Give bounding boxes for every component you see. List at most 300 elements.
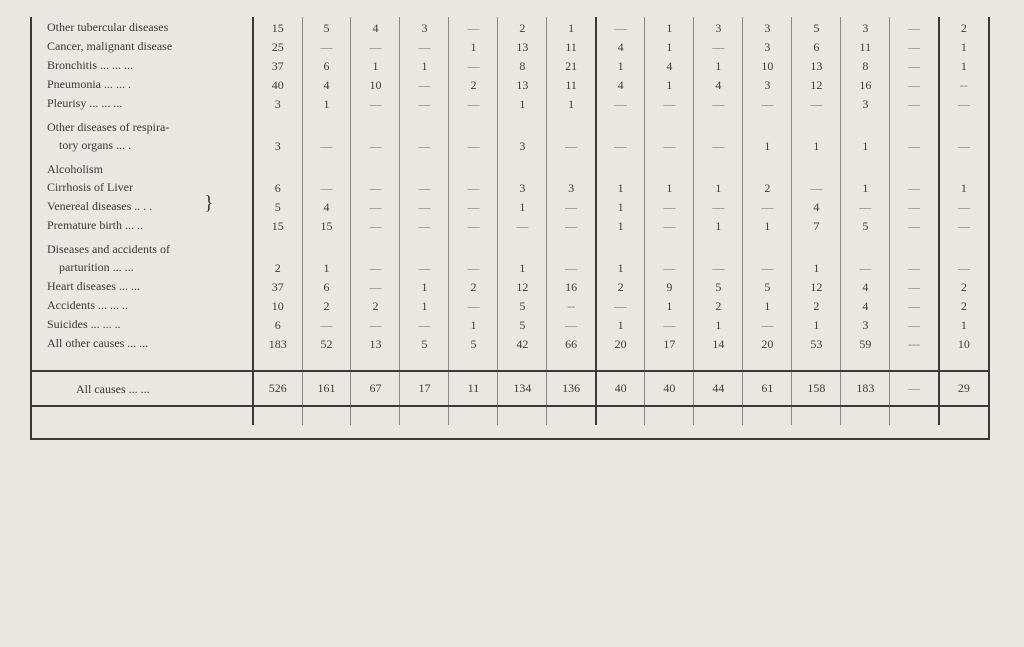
table-cell: 2	[939, 295, 988, 314]
table-cell: —	[400, 36, 449, 55]
table-cell: 5	[302, 17, 351, 36]
table-cell: —	[841, 196, 890, 215]
row-label	[32, 17, 253, 36]
table-cell: 11	[449, 371, 498, 406]
table-row	[32, 196, 988, 215]
row-label-text: Accidents ... ... ..	[47, 298, 128, 312]
spacer-cell	[449, 352, 498, 371]
table-cell: —	[890, 17, 939, 36]
table-cell: 12	[498, 276, 547, 295]
table-cell: 1	[302, 93, 351, 112]
table-cell: —	[596, 17, 645, 36]
table-cell: 6	[792, 36, 841, 55]
table-cell: 3	[743, 74, 792, 93]
table-cell: —	[302, 112, 351, 154]
table-cell: 66	[547, 333, 596, 352]
table-cell: —	[547, 234, 596, 276]
table-cell: 1	[939, 314, 988, 333]
row-label	[32, 333, 253, 352]
table-cell: 3	[498, 154, 547, 196]
table-cell: 1	[596, 55, 645, 74]
spacer-cell	[253, 352, 302, 371]
row-label	[32, 234, 253, 276]
table-cell: —	[449, 93, 498, 112]
row-label	[32, 295, 253, 314]
table-cell: —	[890, 295, 939, 314]
table-cell: —	[547, 215, 596, 234]
table-cell: 10	[351, 74, 400, 93]
table-cell: 1	[547, 17, 596, 36]
table-cell: —	[694, 93, 743, 112]
table-row	[32, 314, 988, 333]
table-cell: 5	[400, 333, 449, 352]
table-cell: 1	[939, 154, 988, 196]
table-cell: 4	[302, 74, 351, 93]
table-cell: —	[645, 234, 694, 276]
table-cell: 59	[841, 333, 890, 352]
table-cell: —	[890, 55, 939, 74]
row-label	[32, 314, 253, 333]
table-cell: —	[939, 112, 988, 154]
spacer-cell	[253, 406, 302, 425]
table-cell: 1	[694, 215, 743, 234]
table-cell: —	[302, 154, 351, 196]
table-cell: 6	[253, 314, 302, 333]
row-label-text: Premature birth ... ..	[47, 218, 143, 232]
table-cell: 61	[743, 371, 792, 406]
table-cell: —	[596, 295, 645, 314]
table-cell: 2	[792, 295, 841, 314]
table-cell: 3	[841, 314, 890, 333]
table-cell: --	[939, 74, 988, 93]
table-cell: 10	[939, 333, 988, 352]
table-cell: 1	[841, 112, 890, 154]
table-cell: —	[890, 234, 939, 276]
spacer-cell	[890, 352, 939, 371]
table-cell: 1	[792, 112, 841, 154]
spacer-cell	[694, 406, 743, 425]
table-cell: 4	[645, 55, 694, 74]
table-cell: 4	[596, 74, 645, 93]
table-cell: —	[351, 234, 400, 276]
spacer-cell	[890, 406, 939, 425]
end-gap-row	[32, 406, 988, 425]
table-cell: 12	[792, 276, 841, 295]
table-cell: 1	[743, 295, 792, 314]
table-cell: 2	[253, 234, 302, 276]
table-cell: —	[890, 276, 939, 295]
table-cell: —	[890, 196, 939, 215]
table-cell: 1	[498, 93, 547, 112]
table-row	[32, 276, 988, 295]
spacer-cell	[449, 406, 498, 425]
row-label-text: Other diseases of respira-	[47, 120, 170, 134]
table-cell: 13	[351, 333, 400, 352]
table-cell: —	[743, 196, 792, 215]
spacer-cell	[743, 406, 792, 425]
table-cell: 3	[498, 112, 547, 154]
table-cell: 44	[694, 371, 743, 406]
table-cell: 11	[547, 36, 596, 55]
table-cell: 40	[596, 371, 645, 406]
table-cell: 136	[547, 371, 596, 406]
table-cell: 1	[841, 154, 890, 196]
table-cell: 183	[841, 371, 890, 406]
table-cell: —	[400, 215, 449, 234]
spacer-cell	[498, 352, 547, 371]
table-cell: 6	[302, 55, 351, 74]
table-cell: 8	[841, 55, 890, 74]
table-cell: —	[890, 371, 939, 406]
spacer-cell	[351, 406, 400, 425]
table-cell: 1	[400, 276, 449, 295]
table-cell: 7	[792, 215, 841, 234]
spacer-cell	[400, 406, 449, 425]
table-cell: 4	[792, 196, 841, 215]
table-cell: —	[400, 112, 449, 154]
table-cell: —	[547, 196, 596, 215]
table-cell: —	[449, 55, 498, 74]
table-cell: —	[694, 234, 743, 276]
table-cell: —	[645, 215, 694, 234]
table-cell: —	[939, 234, 988, 276]
row-label-text: Other tubercular diseases	[47, 20, 169, 34]
table-cell: 3	[253, 112, 302, 154]
table-cell: —	[743, 314, 792, 333]
table-row	[32, 17, 988, 36]
spacer-cell	[547, 406, 596, 425]
table-cell: —	[400, 314, 449, 333]
row-label-text: Pneumonia ... ... .	[47, 77, 131, 91]
table-cell: 42	[498, 333, 547, 352]
table-cell: 4	[694, 74, 743, 93]
table-cell: —	[890, 93, 939, 112]
total-row	[32, 371, 988, 406]
table-cell: —	[841, 234, 890, 276]
table-cell: 1	[596, 314, 645, 333]
row-label	[32, 112, 253, 154]
table-row	[32, 112, 988, 154]
row-label-text: All other causes ... ...	[47, 336, 149, 350]
table-cell: 5	[253, 196, 302, 215]
table-cell: 20	[596, 333, 645, 352]
table-cell: 2	[939, 17, 988, 36]
row-label	[32, 55, 253, 74]
table-cell: 29	[939, 371, 988, 406]
table-cell: 5	[792, 17, 841, 36]
row-label-text: Pleurisy ... ... ...	[47, 96, 123, 110]
table-cell: —	[498, 215, 547, 234]
table-cell: —	[743, 234, 792, 276]
table-cell: 10	[253, 295, 302, 314]
spacer-row	[32, 352, 988, 371]
mortality-table-frame	[30, 17, 990, 440]
table-cell: 1	[694, 314, 743, 333]
table-cell: 5	[498, 314, 547, 333]
row-label	[32, 215, 253, 234]
spacer-cell	[792, 352, 841, 371]
table-cell: 16	[841, 74, 890, 93]
table-cell: 5	[449, 333, 498, 352]
table-cell: 13	[498, 74, 547, 93]
table-cell: 40	[253, 74, 302, 93]
table-cell: —	[351, 93, 400, 112]
table-cell: 2	[939, 276, 988, 295]
table-cell: —	[694, 36, 743, 55]
spacer-cell	[841, 406, 890, 425]
table-row	[32, 93, 988, 112]
table-cell: —	[743, 93, 792, 112]
table-cell: 25	[253, 36, 302, 55]
table-cell: 1	[302, 234, 351, 276]
table-cell: —	[302, 314, 351, 333]
table-cell: 158	[792, 371, 841, 406]
spacer-cell	[302, 406, 351, 425]
table-cell: 183	[253, 333, 302, 352]
table-cell: —	[645, 93, 694, 112]
table-cell: 3	[694, 17, 743, 36]
row-label	[32, 93, 253, 112]
table-cell: —	[645, 314, 694, 333]
table-cell: 11	[547, 74, 596, 93]
table-cell: 6	[302, 276, 351, 295]
spacer-cell	[302, 352, 351, 371]
table-cell: 1	[792, 234, 841, 276]
table-cell: 2	[743, 154, 792, 196]
row-label	[32, 36, 253, 55]
table-cell: —	[890, 74, 939, 93]
table-cell: —	[351, 276, 400, 295]
table-cell: 10	[743, 55, 792, 74]
spacer-cell	[645, 352, 694, 371]
table-cell: 5	[498, 295, 547, 314]
table-cell: —	[400, 154, 449, 196]
mortality-table	[32, 17, 988, 425]
brace-glyph: }	[204, 192, 214, 214]
table-cell: 3	[743, 36, 792, 55]
table-cell: —	[939, 215, 988, 234]
table-cell: 1	[645, 17, 694, 36]
table-cell: —	[596, 93, 645, 112]
spacer-cell	[351, 352, 400, 371]
table-cell: 526	[253, 371, 302, 406]
table-cell: 1	[939, 36, 988, 55]
table-cell: 1	[743, 215, 792, 234]
table-cell: —	[449, 154, 498, 196]
table-cell: 37	[253, 276, 302, 295]
spacer-cell	[596, 352, 645, 371]
row-label	[32, 74, 253, 93]
row-label-text: Bronchitis ... ... ...	[47, 58, 133, 72]
table-cell: 17	[400, 371, 449, 406]
table-cell: —	[939, 93, 988, 112]
table-cell: 20	[743, 333, 792, 352]
table-cell: —	[890, 314, 939, 333]
table-row	[32, 154, 988, 196]
table-cell: 1	[596, 234, 645, 276]
table-cell: —	[400, 196, 449, 215]
table-cell: ---	[890, 333, 939, 352]
row-label-text: Cancer, malignant disease	[47, 39, 173, 53]
table-cell: 2	[351, 295, 400, 314]
spacer-cell	[32, 406, 253, 425]
table-cell: —	[694, 112, 743, 154]
spacer-cell	[596, 406, 645, 425]
table-cell: 9	[645, 276, 694, 295]
table-cell: 2	[449, 276, 498, 295]
table-cell: 1	[351, 55, 400, 74]
row-label-text: All causes ... ...	[76, 381, 150, 396]
table-cell: —	[302, 36, 351, 55]
table-cell: —	[694, 196, 743, 215]
table-cell: —	[645, 196, 694, 215]
table-cell: 14	[694, 333, 743, 352]
table-cell: 6	[253, 154, 302, 196]
table-cell: 3	[841, 17, 890, 36]
table-cell: 5	[694, 276, 743, 295]
table-cell: 21	[547, 55, 596, 74]
table-cell: 161	[302, 371, 351, 406]
table-cell: 15	[253, 215, 302, 234]
spacer-cell	[32, 352, 253, 371]
table-cell: 2	[596, 276, 645, 295]
table-cell: 1	[596, 154, 645, 196]
table-cell: —	[449, 234, 498, 276]
table-cell: 1	[645, 154, 694, 196]
table-cell: 67	[351, 371, 400, 406]
table-cell: 1	[645, 36, 694, 55]
table-cell: 134	[498, 371, 547, 406]
table-cell: —	[351, 154, 400, 196]
table-cell: 13	[792, 55, 841, 74]
table-row	[32, 215, 988, 234]
table-cell: 1	[645, 295, 694, 314]
row-label-text: Diseases and accidents of	[47, 242, 170, 256]
row-label-text: Suicides ... ... ..	[47, 317, 121, 331]
table-cell: 53	[792, 333, 841, 352]
table-cell: 4	[351, 17, 400, 36]
table-cell: —	[792, 154, 841, 196]
table-cell: —	[939, 196, 988, 215]
table-cell: 4	[302, 196, 351, 215]
table-cell: 1	[400, 295, 449, 314]
table-cell: 37	[253, 55, 302, 74]
spacer-cell	[547, 352, 596, 371]
table-cell: —	[351, 314, 400, 333]
table-cell: —	[449, 215, 498, 234]
table-cell: 1	[400, 55, 449, 74]
row-label-continuation: parturition ... ...	[59, 260, 134, 274]
table-cell: 1	[449, 314, 498, 333]
table-cell: 1	[449, 36, 498, 55]
table-cell: 1	[547, 93, 596, 112]
table-cell: 17	[645, 333, 694, 352]
spacer-cell	[841, 352, 890, 371]
table-cell: 1	[596, 215, 645, 234]
row-label-continuation: Cirrhosis of Liver	[47, 180, 133, 194]
row-label-text: Venereal diseases .. . .	[47, 199, 153, 213]
table-cell: 1	[596, 196, 645, 215]
table-row	[32, 36, 988, 55]
table-cell: 15	[302, 215, 351, 234]
table-row	[32, 234, 988, 276]
table-cell: —	[351, 36, 400, 55]
table-cell: 2	[694, 295, 743, 314]
table-cell: —	[890, 112, 939, 154]
row-label	[32, 196, 253, 215]
table-cell: —	[400, 74, 449, 93]
row-label-text: Alcoholism	[47, 162, 103, 176]
table-cell: —	[351, 112, 400, 154]
table-cell: 40	[645, 371, 694, 406]
table-cell: —	[645, 112, 694, 154]
row-label-text: Heart diseases ... ...	[47, 279, 140, 293]
table-cell: 4	[596, 36, 645, 55]
table-row	[32, 55, 988, 74]
row-label	[32, 276, 253, 295]
table-cell: 5	[743, 276, 792, 295]
table-cell: 16	[547, 276, 596, 295]
table-cell: 3	[841, 93, 890, 112]
table-cell: 1	[694, 55, 743, 74]
table-cell: —	[351, 196, 400, 215]
table-cell: 2	[302, 295, 351, 314]
table-cell: —	[400, 234, 449, 276]
table-row	[32, 74, 988, 93]
table-cell: 3	[400, 17, 449, 36]
spacer-cell	[498, 406, 547, 425]
table-row	[32, 333, 988, 352]
table-cell: 4	[841, 295, 890, 314]
spacer-cell	[939, 406, 988, 425]
table-cell: 1	[743, 112, 792, 154]
table-cell: 12	[792, 74, 841, 93]
spacer-cell	[645, 406, 694, 425]
table-cell: —	[792, 93, 841, 112]
table-cell: 11	[841, 36, 890, 55]
table-cell: 8	[498, 55, 547, 74]
table-cell: —	[400, 93, 449, 112]
spacer-cell	[694, 352, 743, 371]
table-cell: —	[449, 196, 498, 215]
table-cell: —	[890, 154, 939, 196]
table-cell: 3	[743, 17, 792, 36]
table-cell: —	[449, 17, 498, 36]
table-cell: —	[449, 295, 498, 314]
row-label-continuation: tory organs ... .	[59, 138, 132, 152]
table-row	[32, 295, 988, 314]
table-cell: --	[547, 295, 596, 314]
table-cell: 1	[498, 234, 547, 276]
table-cell: 1	[694, 154, 743, 196]
spacer-cell	[743, 352, 792, 371]
spacer-cell	[939, 352, 988, 371]
table-cell: 15	[253, 17, 302, 36]
table-cell: —	[547, 314, 596, 333]
table-cell: 1	[645, 74, 694, 93]
spacer-cell	[400, 352, 449, 371]
table-cell: 52	[302, 333, 351, 352]
table-cell: —	[890, 215, 939, 234]
table-cell: —	[449, 112, 498, 154]
table-cell: 1	[498, 196, 547, 215]
table-cell: 1	[939, 55, 988, 74]
table-cell: —	[596, 112, 645, 154]
table-cell: 3	[253, 93, 302, 112]
table-cell: 2	[449, 74, 498, 93]
table-cell: 2	[498, 17, 547, 36]
table-cell: —	[547, 112, 596, 154]
